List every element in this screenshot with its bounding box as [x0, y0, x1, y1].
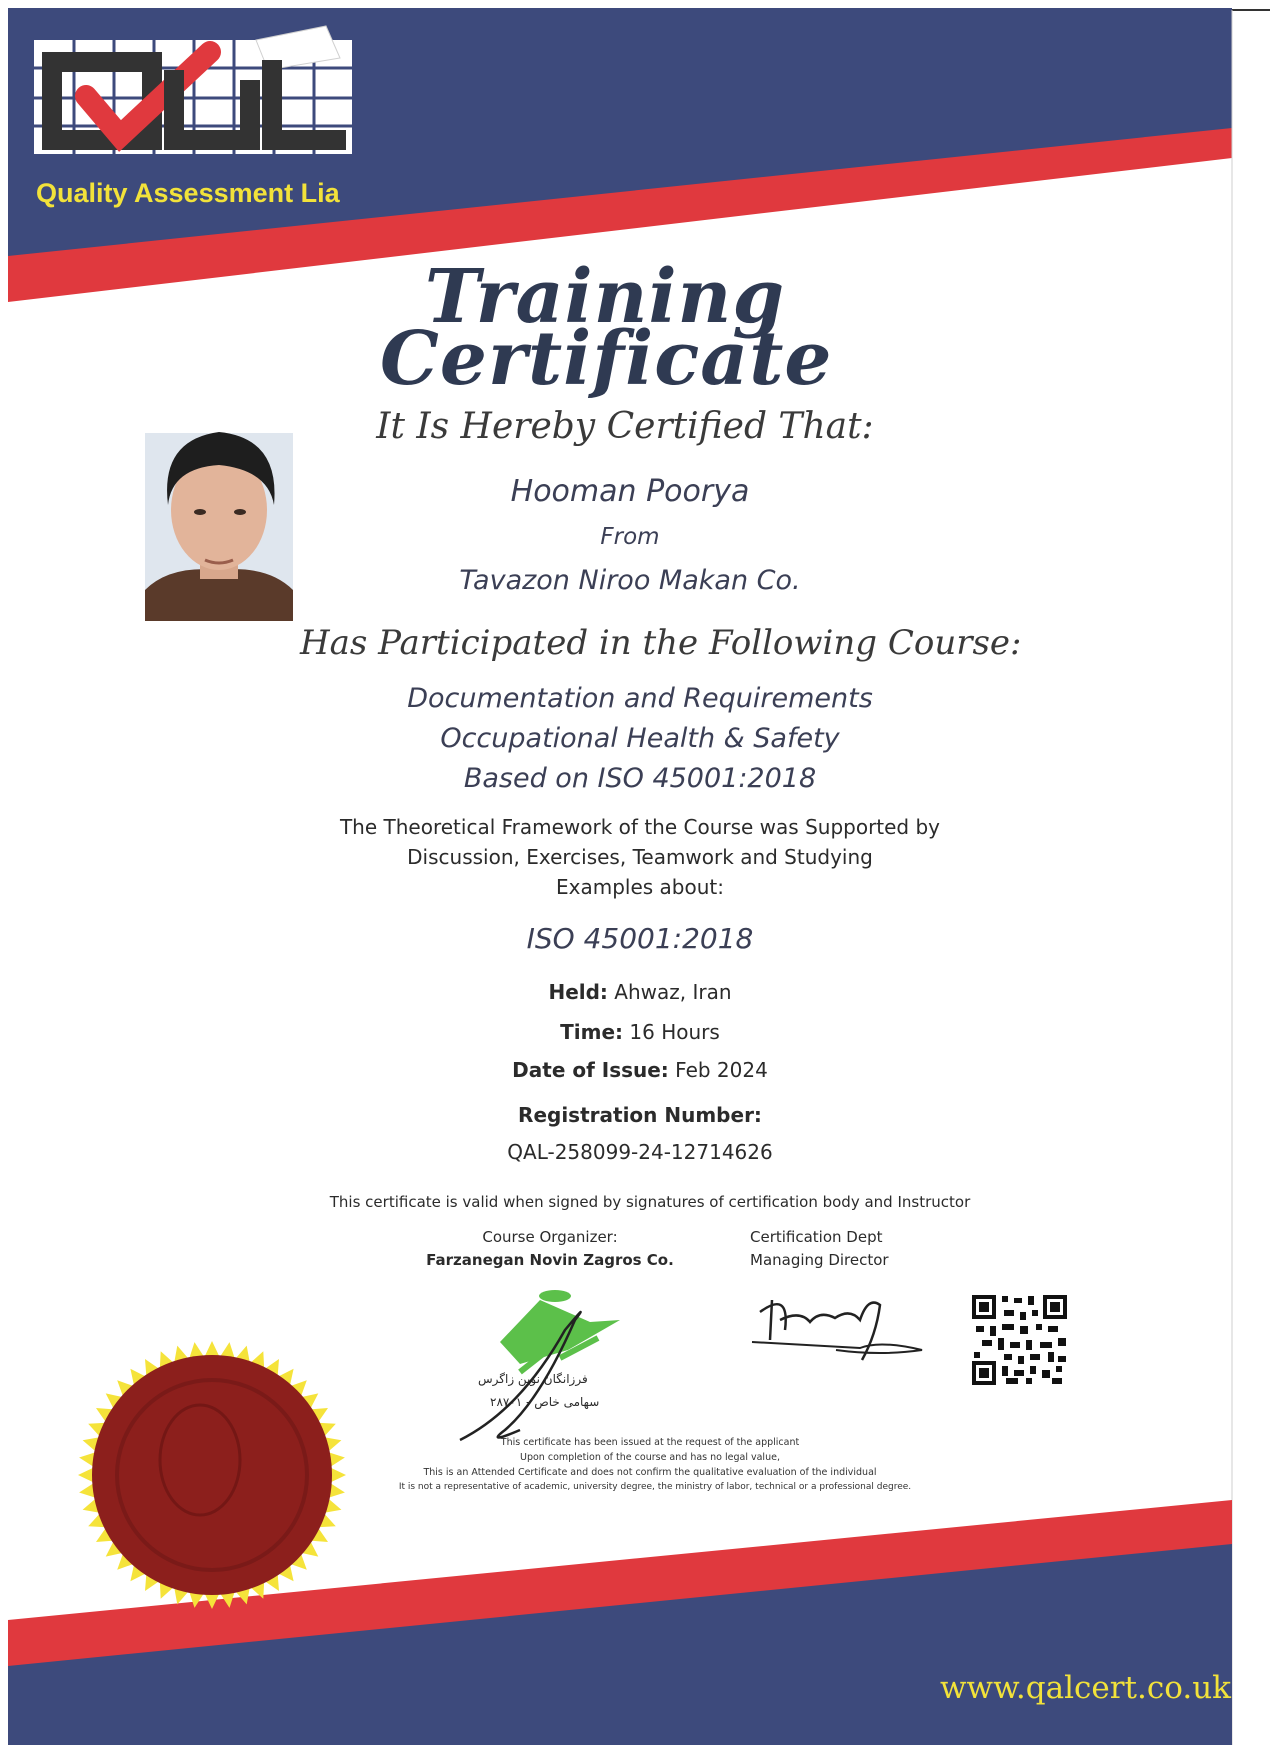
recipient-photo: [145, 432, 293, 621]
participated-intro: Has Participated in the Following Course:: [300, 623, 1022, 663]
logo-subtitle: Quality Assessment Lia: [36, 178, 340, 208]
registration-label: Registration Number:: [518, 1103, 762, 1127]
director-signature: [752, 1300, 922, 1360]
disclaimer-line-1: This certificate has been issued at the request of the applicant: [500, 1437, 800, 1448]
registration-number: QAL-258099-24-12714626: [507, 1140, 773, 1164]
organizer-label: Course Organizer:: [482, 1228, 618, 1246]
course-line-1: Documentation and Requirements: [407, 683, 873, 714]
stamp-text-line-2: سهامی خاص - ۲۸۷۰۱: [490, 1395, 600, 1409]
held-value: Ahwaz, Iran: [614, 980, 732, 1004]
recipient-company: Tavazon Niroo Makan Co.: [459, 565, 801, 596]
held-label: Held:: [548, 980, 608, 1004]
wax-seal: [78, 1341, 346, 1609]
course-line-3: Based on ISO 45001:2018: [463, 763, 817, 794]
date-label: Date of Issue:: [512, 1058, 669, 1082]
qal-logo-graphic: [34, 26, 352, 154]
managing-director: Managing Director: [750, 1251, 889, 1269]
disclaimer-line-4: It is not a representative of academic, university degree, the ministry of labor, technical or a professional degree.: [398, 1482, 912, 1492]
stamp-text-line-1: فرزانگان نوین زاگرس: [478, 1372, 588, 1386]
title-line-1: Training: [424, 254, 786, 340]
time-label: Time:: [560, 1020, 624, 1044]
certified-intro: It Is Hereby Certified That:: [376, 406, 874, 447]
held-row: [390, 980, 890, 1004]
standard: ISO 45001:2018: [526, 922, 754, 955]
date-row: [390, 1058, 890, 1082]
recipient-name: Hooman Poorya: [510, 474, 750, 509]
framework-line-1: The Theoretical Framework of the Course was Supported by: [339, 815, 941, 839]
organizer-stamp: [460, 1290, 620, 1440]
course-line-2: Occupational Health & Safety: [440, 723, 840, 754]
title-line-2: Certificate: [380, 316, 833, 402]
website-link[interactable]: www.qalcert.co.uk: [940, 1670, 1231, 1706]
qr-code: [972, 1295, 1067, 1385]
organizer-name: Farzanegan Novin Zagros Co.: [426, 1251, 674, 1269]
disclaimer-line-3: This is an Attended Certificate and does not confirm the qualitative evaluation of the individual: [423, 1467, 877, 1478]
time-row: [390, 1020, 890, 1044]
framework-line-3: Examples about:: [556, 875, 724, 899]
date-value: Feb 2024: [675, 1058, 768, 1082]
validity-note: This certificate is valid when signed by signatures of certification body and Instructor: [329, 1193, 971, 1211]
certification-dept: Certification Dept: [750, 1228, 883, 1246]
from-label: From: [600, 524, 660, 550]
time-value: 16 Hours: [629, 1020, 720, 1044]
disclaimer-line-2: Upon completion of the course and has no legal value,: [520, 1452, 780, 1463]
framework-line-2: Discussion, Exercises, Teamwork and Studying: [407, 845, 873, 869]
